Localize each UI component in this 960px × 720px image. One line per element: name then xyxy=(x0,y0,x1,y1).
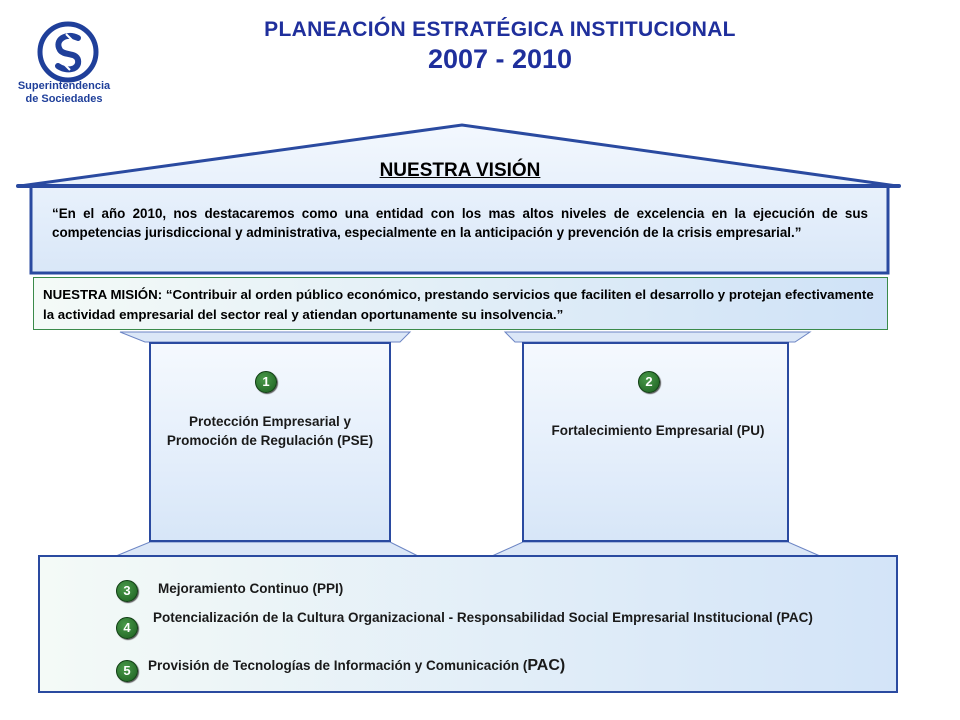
base-item-3-label: Mejoramiento Continuo (PPI) xyxy=(158,581,344,596)
base-item-3-number: 3 xyxy=(116,580,138,602)
pillar-foot-right xyxy=(492,542,820,556)
base-item-5-text-large: PAC) xyxy=(527,657,566,674)
base-item-5-label xyxy=(148,656,868,675)
pillar-2 xyxy=(522,342,789,542)
base-item-4-label: Potencialización de la Cultura Organizacional - Responsabilidad Social Empresarial Institucional (PAC) xyxy=(153,610,813,625)
base-item-5-text: Provisión de Tecnologías de Información y Comunicación ( xyxy=(148,658,528,673)
pillar-foot-left xyxy=(116,542,418,556)
page-subtitle-years: 2007 - 2010 xyxy=(427,44,573,74)
pillar-cap-left xyxy=(120,332,410,342)
pillar-2-number: 2 xyxy=(638,371,660,393)
vision-text: “En el año 2010, nos destacaremos como una entidad con los mas altos niveles de excelencia en la ejecución de sus competencias jurisdiccional y administrativa, especialmente en la anticipación y prevención de la crisis empresarial.” xyxy=(52,206,868,240)
page-title: PLANEACIÓN ESTRATÉGICA INSTITUCIONAL xyxy=(264,18,736,41)
logo-line1: Superintendencia xyxy=(17,80,111,92)
base-item-5-number: 5 xyxy=(116,660,138,682)
pillar-cap-right xyxy=(505,332,810,342)
mission-text: NUESTRA MISIÓN: “Contribuir al orden público económico, prestando servicios que faciliten el desarrollo y protejan efectivamente la actividad empresarial del sector real y atiendan oportunamente su insolvencia.” xyxy=(43,287,874,322)
roof-shape xyxy=(20,125,897,273)
logo-line2: de Sociedades xyxy=(25,93,103,105)
pillar-1-label: Protección Empresarial y Promoción de Regulación (PSE) xyxy=(166,414,374,448)
vision-title: NUESTRA VISIÓN xyxy=(379,160,541,181)
pillar-1-number: 1 xyxy=(255,371,277,393)
base-item-4-number: 4 xyxy=(116,617,138,639)
pillar-2-label: Fortalecimiento Empresarial (PU) xyxy=(551,423,765,438)
